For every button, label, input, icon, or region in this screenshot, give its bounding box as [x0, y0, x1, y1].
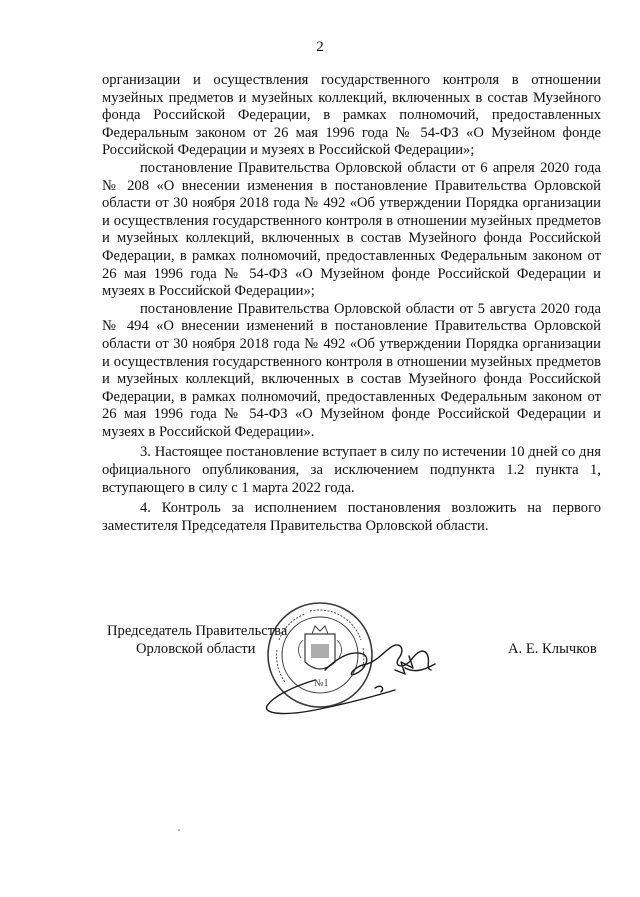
page-number: 2: [316, 39, 324, 55]
paragraph-clause-3: 3. Настоящее постановление вступает в силу по истечении 10 дней со дня официального опубликования, за исключением подпункта 1.2 пункта 1, вступающего в силу с 1 марта 2022 года.: [102, 444, 601, 496]
signatory-title-line-1: Председатель Правительства: [107, 623, 288, 639]
paragraph-continuation: организации и осуществления государственного контроля в отношении музейных предметов и музейных коллекций, включенных в состав Музейного фонда Российской Федерации, в рамках полномочий, предоставленных Федеральным законом от 26 мая 1996 года № 54-ФЗ «О Музейном фонде Российской Федерации и музеях в Российской Федерации»;: [102, 72, 601, 159]
svg-text:№1: №1: [314, 678, 329, 689]
paragraph-clause-4: 4. Контроль за исполнением постановления возложить на первого заместителя Председателя Правительства Орловской области.: [102, 500, 601, 534]
signatory-title-line-2: Орловской области: [136, 641, 256, 657]
document-body: [102, 72, 601, 535]
paragraph-resolution-208: постановление Правительства Орловской области от 6 апреля 2020 года № 208 «О внесении изменения в постановление Правительства Орловской области от 30 ноября 2018 года № 492 «Об утверждении Порядка организации и осуществления государственного контроля в отношении музейных предметов и музейных коллекций, включенных в состав Музейного фонда Российской Федерации, в рамках полномочий, предоставленных Федеральным законом от 26 мая 1996 года № 54-ФЗ «О Музейном фонде Российской Федерации и музеях в Российской Федерации»;: [102, 159, 601, 300]
signature-block: [0, 600, 640, 720]
paragraph-resolution-494: постановление Правительства Орловской области от 5 августа 2020 года № 494 «О внесении изменений в постановление Правительства Орловской области от 30 ноября 2018 года № 492 «Об утверждении Порядка организации и осуществления государственного контроля в отношении музейных предметов и музейных коллекций, включенных в состав Музейного фонда Российской Федерации, в рамках полномочий, предоставленных Федеральным законом от 26 мая 1996 года № 54-ФЗ «О Музейном фонде Российской Федерации и музеях в Российской Федерации».: [102, 300, 601, 440]
scan-speck: [178, 829, 180, 831]
signatory-name: А. Е. Клычков: [508, 641, 597, 657]
